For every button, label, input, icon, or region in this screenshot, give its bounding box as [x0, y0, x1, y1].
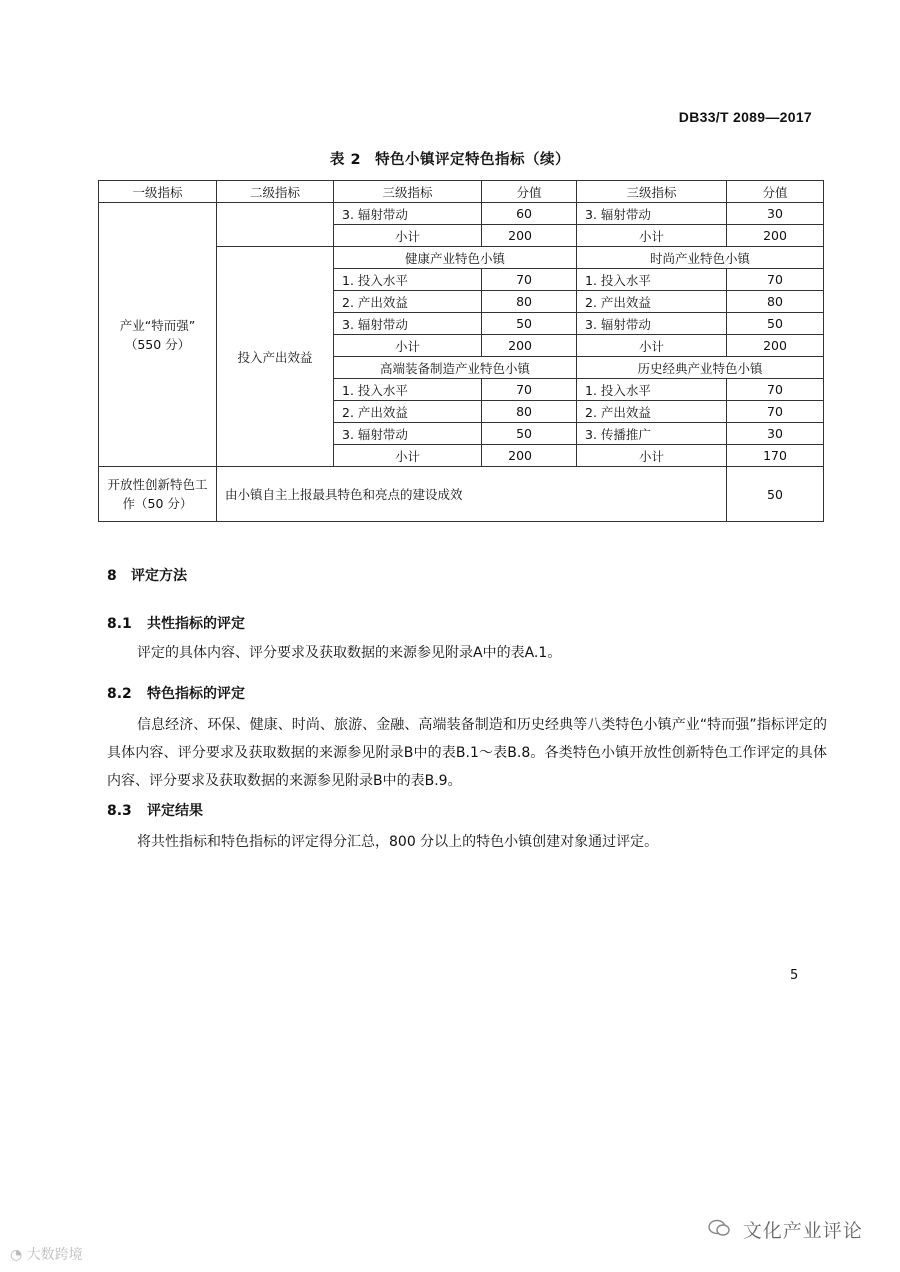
- score-cell: 170: [727, 445, 824, 467]
- subtotal-label: 小计: [334, 445, 482, 467]
- subtotal-label: 小计: [334, 225, 482, 247]
- table-row: [99, 203, 824, 225]
- section-8-3-text: 将共性指标和特色指标的评定得分汇总，800 分以上的特色小镇创建对象通过评定。: [137, 834, 659, 850]
- item-cell: 1. 投入水平: [334, 269, 482, 291]
- item-cell: 2. 产出效益: [577, 401, 727, 423]
- group-title: 高端装备制造产业特色小镇: [334, 357, 577, 379]
- scoring-table: [98, 180, 824, 522]
- score-cell: 200: [727, 335, 824, 357]
- item-cell: 3. 辐射带动: [334, 423, 482, 445]
- level1-industry-cell: 产业“特而强” （550 分）: [99, 203, 217, 467]
- header-level1: 一级指标: [99, 181, 217, 203]
- section-8-3-heading: [107, 800, 203, 820]
- score-cell: 200: [727, 225, 824, 247]
- watermark-text: 大数跨境: [26, 1247, 83, 1263]
- score-cell: 60: [482, 203, 577, 225]
- watermark-left: [10, 1244, 83, 1264]
- score-cell: 200: [482, 335, 577, 357]
- watermark-text: 文化产业评论: [742, 1220, 863, 1242]
- score-cell: 80: [482, 291, 577, 313]
- score-cell: 50: [482, 423, 577, 445]
- item-cell: 2. 产出效益: [577, 291, 727, 313]
- section-number: 8.2: [107, 686, 132, 702]
- group-title: 时尚产业特色小镇: [577, 247, 824, 269]
- subtotal-label: 小计: [577, 335, 727, 357]
- score-cell: 70: [482, 269, 577, 291]
- watermark-right: [708, 1216, 863, 1243]
- level2-io-benefit-cell: 投入产出效益: [217, 247, 334, 467]
- item-cell: 2. 产出效益: [334, 291, 482, 313]
- subtotal-label: 小计: [577, 225, 727, 247]
- group-title: 健康产业特色小镇: [334, 247, 577, 269]
- subtotal-label: 小计: [577, 445, 727, 467]
- score-cell: 50: [727, 467, 824, 522]
- section-8-heading: [107, 565, 187, 585]
- level2-empty-cell: [217, 203, 334, 247]
- score-cell: 80: [727, 291, 824, 313]
- item-cell: 1. 投入水平: [577, 379, 727, 401]
- score-cell: 70: [727, 401, 824, 423]
- item-cell: 3. 辐射带动: [577, 203, 727, 225]
- table-title: [0, 148, 900, 169]
- page-number: 5: [790, 968, 799, 983]
- item-cell: 3. 传播推广: [577, 423, 727, 445]
- score-cell: 30: [727, 423, 824, 445]
- score-cell: 50: [727, 313, 824, 335]
- score-cell: 70: [727, 379, 824, 401]
- score-cell: 30: [727, 203, 824, 225]
- item-cell: 3. 辐射带动: [334, 313, 482, 335]
- score-cell: 80: [482, 401, 577, 423]
- subtotal-label: 小计: [334, 335, 482, 357]
- section-8-1-heading: [107, 613, 245, 633]
- section-number: 8: [107, 568, 117, 584]
- section-title: 共性指标的评定: [147, 616, 245, 632]
- table-header-row: [99, 181, 824, 203]
- group-title: 历史经典产业特色小镇: [577, 357, 824, 379]
- logo-mark-icon: ◔: [10, 1247, 23, 1263]
- section-8-1-text: 评定的具体内容、评分要求及获取数据的来源参见附录A中的表A.1。: [137, 645, 562, 661]
- score-cell: 200: [482, 445, 577, 467]
- section-8-2-heading: [107, 683, 245, 703]
- table-caption: 特色小镇评定特色指标（续）: [375, 152, 571, 168]
- section-number: 8.1: [107, 616, 132, 632]
- table-row: [99, 467, 824, 522]
- section-title: 评定方法: [131, 568, 187, 584]
- score-cell: 70: [727, 269, 824, 291]
- item-cell: 1. 投入水平: [334, 379, 482, 401]
- wechat-bubble-icon: [708, 1221, 737, 1242]
- header-score-a: 分值: [482, 181, 577, 203]
- item-cell: 3. 辐射带动: [334, 203, 482, 225]
- section-title: 评定结果: [147, 803, 203, 819]
- item-cell: 1. 投入水平: [577, 269, 727, 291]
- header-score-b: 分值: [727, 181, 824, 203]
- open-innovation-description: 由小镇自主上报最具特色和亮点的建设成效: [217, 467, 727, 522]
- section-title: 特色指标的评定: [147, 686, 245, 702]
- section-8-2-text: 信息经济、环保、健康、时尚、旅游、金融、高端装备制造和历史经典等八类特色小镇产业“特而强”指标评定的具体内容、评分要求及获取数据的来源参见附录B中的表B.1～表B.8。各类特色小镇开放性创新特色工作评定的具体内容、评分要求及获取数据的来源参见附录B中的表B.9。: [107, 717, 827, 789]
- header-level2: 二级指标: [217, 181, 334, 203]
- item-cell: 2. 产出效益: [334, 401, 482, 423]
- standard-code: DB33/T 2089—2017: [678, 109, 812, 125]
- section-number: 8.3: [107, 803, 132, 819]
- score-cell: 70: [482, 379, 577, 401]
- header-level3-a: 三级指标: [334, 181, 482, 203]
- level1-open-innovation-cell: 开放性创新特色工作（50 分）: [99, 467, 217, 522]
- score-cell: 200: [482, 225, 577, 247]
- table-number: 表 2: [329, 152, 362, 168]
- score-cell: 50: [482, 313, 577, 335]
- item-cell: 3. 辐射带动: [577, 313, 727, 335]
- header-level3-b: 三级指标: [577, 181, 727, 203]
